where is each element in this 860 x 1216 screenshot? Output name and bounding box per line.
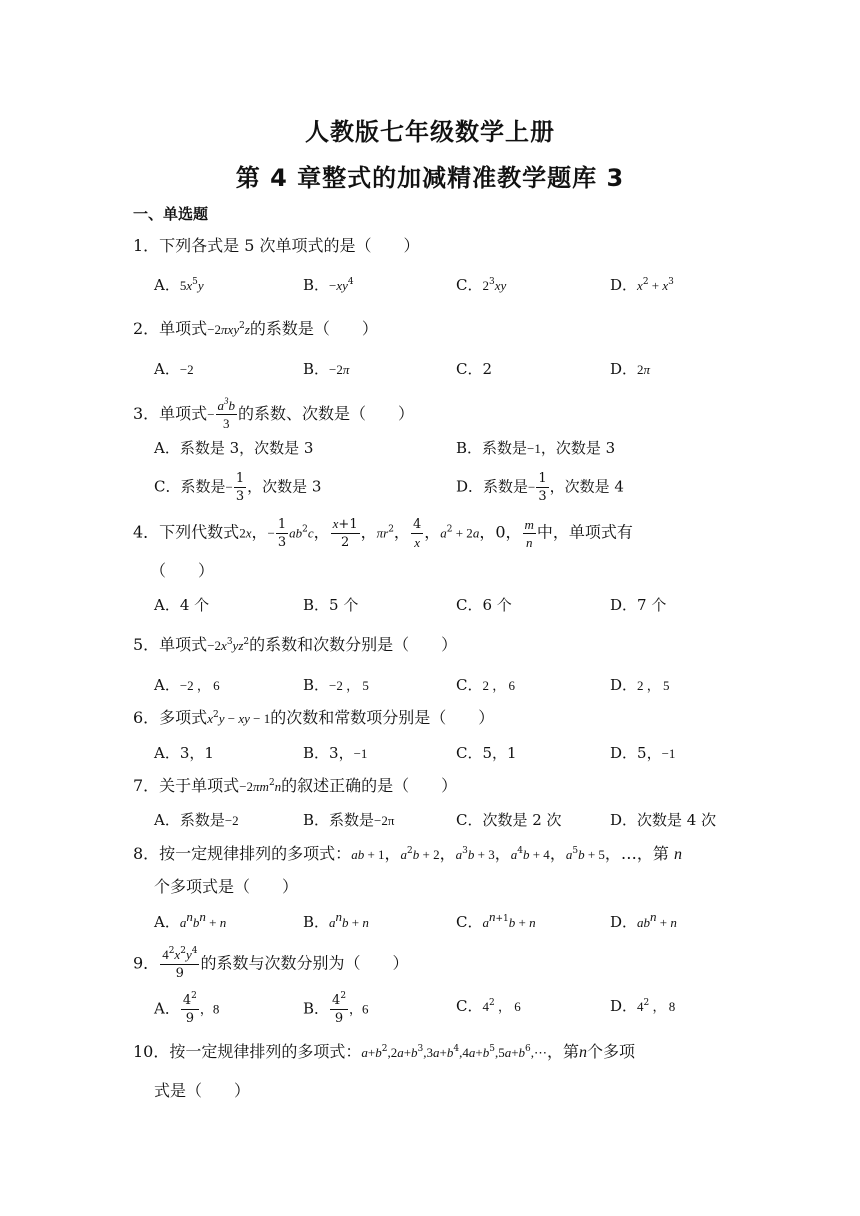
q9-option-b: B． $\frac{4^2}{9}$ ，6 [303,991,369,1026]
section-heading: 一、单选题 [133,205,209,223]
q9-option-a: A． $\frac{4^2}{9}$ ，8 [154,991,220,1026]
question-7: 7．关于单项式$-2\pi m^2n$的叙述正确的是（ ） [133,776,458,795]
q9-option-d: D．$4^2$ ， 8 [610,997,676,1015]
q1-option-d: D．$x^2 + x^3$ [610,276,674,294]
question-8-line2: 个多项式是（ ） [154,877,299,896]
q1-option-a: A．$5x^5y$ [154,276,204,294]
q4-option-b: B．5 个 [303,596,359,614]
document-title: 人教版七年级数学上册 [305,118,555,146]
q5-option-b: B．−2 ， 5 [303,676,369,694]
q7-option-d: D．次数是 4 次 [610,811,717,829]
q5-option-d: D．2 ， 5 [610,676,670,694]
q4-answer-paren: （ ） [150,561,215,580]
q4-option-a: A．4 个 [154,596,210,614]
question-4: 4．下列代数式2x，− $\frac{1}{3}$ $ab^2c$， $\frac{x+1}{2}$ ，$\pi r^2$， $\frac{4}{x}$ ，$a^2 + 2a$，0， $\frac{m}{n}$ 中，单项式有 [133,516,633,550]
q2-option-d: D．2π [610,360,651,378]
question-10: 10．按一定规律排列的多项式：$a+b^2,2a+b^3,3a+b^4,4a+b^5,5a+b^6,\cdots$，第n个多项 [133,1042,636,1061]
q1-option-b: B．$-xy^4$ [303,276,354,294]
question-5: 5．单项式$-2x^3yz^2$的系数和次数分别是（ ） [133,635,458,654]
q6-option-a: A．3，1 [154,744,214,762]
question-10-line2: 式是（ ） [154,1081,251,1100]
q8-option-b: B．$a^nb + n$ [303,909,369,931]
q7-option-c: C．次数是 2 次 [456,811,562,829]
q3-option-a: A．系数是 3，次数是 3 [154,439,314,457]
q2-option-b: B．−2π [303,360,350,378]
question-8: 8．按一定规律排列的多项式：ab + 1，$a^2b + 2$，$a^3b + 3$，$a^4b + 4$，$a^5b + 5$，…，第 n [133,844,683,863]
question-2: 2．单项式−2πxy$^2$z的系数是（ ） [133,319,378,338]
question-1: 1．下列各式是 5 次单项式的是（ ） [133,236,420,255]
q3-option-b: B．系数是−1，次数是 3 [456,439,616,457]
q6-option-b: B．3，−1 [303,744,368,762]
q4-option-c: C．6 个 [456,596,512,614]
q3-option-c: C．系数是− $\frac{1}{3}$ ，次数是 3 [154,471,322,504]
q8-option-c: C．$a^{n+1}b + n$ [456,909,536,931]
q7-option-b: B．系数是−2π [303,811,395,829]
q5-option-c: C．2 ， 6 [456,676,515,694]
q1-option-c: C．$2^3xy$ [456,276,507,294]
q6-option-d: D．5，−1 [610,744,676,762]
q4-option-d: D．7 个 [610,596,667,614]
document-subtitle: 第 4 章整式的加减精准教学题库 3 [235,164,625,192]
q8-option-a: A．$a^nb^n + n$ [154,909,227,931]
q8-option-d: D．$ab^n + n$ [610,909,677,931]
question-9: 9． $\frac{4^2x^2y^4}{9}$ 的系数与次数分别为（ ） [133,946,409,981]
q2-option-a: A．−2 [154,360,194,378]
q2-option-c: C．2 [456,360,493,378]
question-3: 3．单项式− $\frac{a^3b}{3}$ 的系数、次数是（ ） [133,396,415,431]
q6-option-c: C．5，1 [456,744,517,762]
q5-option-a: A．−2 ， 6 [154,676,220,694]
question-6: 6．多项式$x^2y$ − xy − 1的次数和常数项分别是（ ） [133,708,495,727]
q3-option-d: D．系数是− $\frac{1}{3}$ ，次数是 4 [456,471,624,504]
q7-option-a: A．系数是−2 [154,811,239,829]
q9-option-c: C．$4^2$ ， 6 [456,997,521,1015]
